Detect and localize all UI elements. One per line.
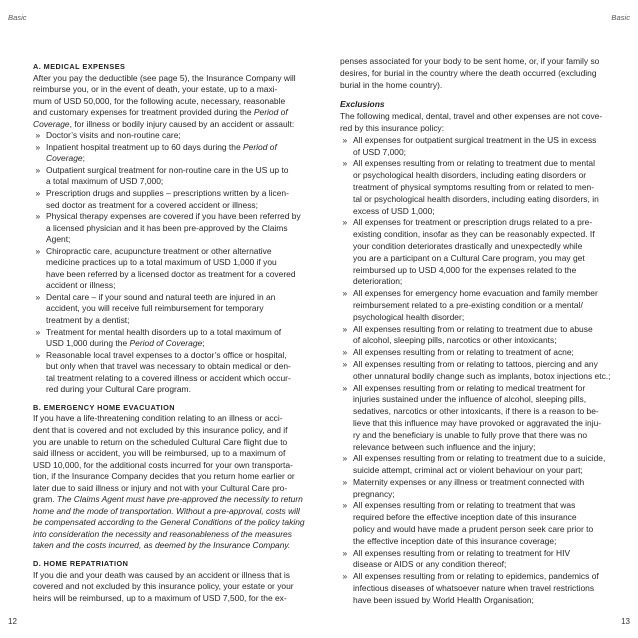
bullet-item	[340, 135, 612, 159]
text-line: you are unable to return on the scheduled Cultural Care flight due to	[33, 436, 288, 447]
paragraph	[33, 73, 305, 131]
running-head-right: Basic	[611, 13, 630, 22]
text-line: Prescription drugs and supplies – prescriptions written by a licen-	[46, 188, 289, 199]
page-number-right: 13	[621, 617, 630, 626]
page-number-left: 12	[8, 617, 17, 626]
bullet-text	[353, 383, 612, 454]
text-line: have been issued by World Health Organisation;	[353, 594, 534, 605]
bullet-marker: »	[35, 291, 41, 302]
section-heading: B. EMERGENCY HOME EVACUATION	[33, 402, 175, 412]
bullet-item	[33, 292, 305, 327]
text-line: USD 10,000, for the additional costs incurred for your own transporta-	[33, 459, 293, 470]
text-line: tion, if the Insurance Company decides that you return home earlier or	[33, 471, 295, 482]
text-line: medicine practices up to a total maximum of USD 1,000 if you	[46, 257, 277, 268]
bullet-text	[353, 359, 612, 383]
text-line: sedatives, narcotics or other intoxicants, if there is a reason to be-	[353, 406, 599, 417]
bullet-marker: »	[342, 453, 348, 464]
bullet-item	[340, 548, 612, 572]
bullet-text	[46, 188, 305, 211]
text-line: accident, you will receive full reimbursement for temporary	[46, 303, 264, 314]
text-line: a total maximum of USD 7,000;	[46, 176, 164, 187]
text-line: of USD 7,000;	[353, 146, 406, 157]
bullet-item	[340, 359, 612, 383]
bullet-marker: »	[35, 211, 41, 222]
bullet-item	[340, 571, 612, 606]
text-line: All expenses for treatment or prescription drugs related to a pre-	[353, 217, 593, 228]
bullet-marker: »	[35, 326, 41, 337]
text-line: required before the effective inception date of this insurance	[353, 512, 577, 523]
bullet-marker: »	[342, 547, 348, 558]
text-line: other unnatural bodily change such as implants, botox injections etc.;	[353, 370, 611, 381]
bullet-item	[33, 327, 305, 350]
bullet-marker: »	[35, 164, 41, 175]
text-line: dent that is covered and not excluded by this insurance policy, and if	[33, 424, 288, 435]
text-line: Maternity expenses or any illness or treatment connected with	[353, 476, 585, 487]
bullet-text	[353, 135, 612, 159]
bullet-marker: »	[342, 217, 348, 228]
bullet-marker: »	[342, 288, 348, 299]
text-line: After you pay the deductible (see page 5), the Insurance Company will	[33, 72, 296, 83]
text-line: accident or illness;	[46, 280, 116, 291]
text-line: you are a participant on a Cultural Care program, you may get	[353, 252, 585, 263]
bullet-marker: »	[342, 323, 348, 334]
text-run: ;	[202, 338, 205, 349]
text-line	[33, 517, 305, 529]
bullet-marker: »	[342, 500, 348, 511]
italic-text-run: Period of	[253, 107, 288, 118]
text-line: The following medical, dental, travel and other expenses are not cove-	[340, 111, 603, 122]
text-line: desires, for burial in the country where the death occurred (excluding	[340, 67, 597, 78]
bullet-marker: »	[342, 571, 348, 582]
text-line: Outpatient surgical treatment for non-routine care in the US up to	[46, 164, 289, 175]
text-line: injuries sustained under the influence of alcohol, sleeping pills,	[353, 394, 587, 405]
bullet-item	[340, 324, 612, 348]
section-heading: A. MEDICAL EXPENSES	[33, 62, 126, 71]
text-line: said illness or accident, you will be reimbursed, up to a maximum of	[33, 448, 286, 459]
bullet-text	[353, 217, 612, 288]
text-line: burial in the home country).	[340, 79, 443, 90]
text-line: All expenses resulting from or relating to epidemics, pandemics of	[353, 571, 599, 582]
text-line: the effective inception date of this insurance coverage;	[353, 535, 557, 546]
paragraph	[33, 413, 305, 552]
text-line: heirs will be reimbursed, up to a maximum of USD 7,500, for the ex-	[33, 592, 287, 603]
text-line: red during your Cultural Care program.	[46, 384, 191, 395]
bullet-marker: »	[342, 158, 348, 169]
bullet-item	[340, 288, 612, 323]
bullet-item	[33, 246, 305, 292]
paragraph	[340, 111, 612, 135]
text-line: Reasonable local travel expenses to a doctor’s office or hospital,	[46, 349, 287, 360]
text-line: All expenses for outpatient surgical treatment in the US in excess	[353, 134, 597, 145]
paragraph	[340, 56, 612, 91]
text-line: disease or AIDS or any condition thereof;	[353, 559, 507, 570]
text-line: treatment by a dentist;	[46, 315, 130, 326]
bullet-text	[353, 500, 612, 547]
text-line: excess of USD 1,000;	[353, 205, 435, 216]
italic-text-run: Coverage	[46, 153, 83, 164]
text-line: reimbursement related to a pre-existing condition or a mental/	[353, 299, 583, 310]
section-subheading: Exclusions	[340, 99, 385, 110]
bullet-marker: »	[342, 476, 348, 487]
bullet-marker: »	[342, 382, 348, 393]
bullet-text	[353, 158, 612, 217]
text-run: , for illness or bodily injury caused by an accident or assault:	[69, 118, 295, 129]
text-line: suicide attempt, criminal act or violent behaviour on your part;	[353, 465, 583, 476]
text-line: Dental care – if your sound and natural teeth are injured in an	[46, 291, 276, 302]
text-line: red by this insurance policy:	[340, 122, 445, 133]
text-line	[33, 540, 305, 552]
bullet-item	[33, 130, 305, 142]
bullet-item	[340, 500, 612, 547]
bullet-item	[33, 350, 305, 396]
text-line: sed doctor as treatment for a covered accident or illness;	[46, 199, 258, 210]
bullet-marker: »	[342, 134, 348, 145]
bullet-text	[46, 165, 305, 188]
bullet-marker: »	[35, 141, 41, 152]
text-line: All expenses resulting from or relating to treatment that was	[353, 500, 576, 511]
bullet-text	[353, 347, 612, 359]
text-line: lieve that this influence may have provoked or aggravated the inju-	[353, 417, 602, 428]
text-line: All expenses for emergency home evacuation and family member	[353, 288, 598, 299]
bullet-text	[46, 292, 305, 327]
text-line: later due to said illness or injury and not with your Cultural Care pro-	[33, 482, 288, 493]
text-line: a licensed physician and it has been pre-approved by the Claims	[46, 222, 288, 233]
text-line: Chiropractic care, acupuncture treatment or other alternative	[46, 245, 272, 256]
text-run: Inpatient hospital treatment up to 60 days during the	[46, 141, 244, 152]
bullet-item	[340, 477, 612, 501]
bullet-text	[353, 548, 612, 572]
text-line: infectious diseases of whatsoever nature when travel restrictions	[353, 583, 595, 594]
text-line: All expenses resulting from or relating to medical treatment for	[353, 382, 586, 393]
text-line: If you die and your death was caused by an accident or illness that is	[33, 569, 291, 580]
text-line	[33, 529, 305, 541]
bullet-marker: »	[342, 358, 348, 369]
bullet-marker: »	[35, 349, 41, 360]
text-line: your condition deteriorates drastically and unexpectedly while	[353, 240, 583, 251]
text-line: deterioration;	[353, 276, 403, 287]
text-line: reimbursed up to USD 4,000 for the expenses related to the	[353, 264, 577, 275]
text-line: of alcohol, sleeping pills, narcotics or other intoxicants;	[353, 335, 557, 346]
text-line: or psychological health disorders, including eating disorders or	[353, 170, 587, 181]
text-line: Agent;	[46, 234, 71, 245]
text-line: Physical therapy expenses are covered if you have been referred by	[46, 211, 301, 222]
text-line: If you have a life-threatening condition relating to an illness or acci-	[33, 413, 283, 424]
bullet-text	[353, 288, 612, 323]
text-line: All expenses resulting from or relating to treatment of acne;	[353, 347, 574, 358]
bullet-text	[353, 453, 612, 477]
paragraph	[33, 570, 305, 605]
text-run: and customary expenses for treatment provided during the	[33, 107, 254, 118]
text-line: psychological health disorder;	[353, 311, 465, 322]
text-line: existing condition, insofar as they can be reasonably expected. If	[353, 229, 595, 240]
bullet-item	[33, 142, 305, 165]
text-line	[33, 494, 305, 506]
text-line	[46, 142, 305, 154]
section-heading: D. HOME REPATRIATION	[33, 558, 129, 568]
text-line: relevance between such influence and the injury;	[353, 441, 536, 452]
bullet-text	[353, 477, 612, 501]
text-line	[33, 107, 305, 119]
text-line: Doctor’s visits and non-routine care;	[46, 130, 181, 141]
text-line: have been referred by a licensed doctor as treatment for a covered	[46, 268, 296, 279]
text-line	[33, 506, 305, 518]
bullet-item	[340, 158, 612, 217]
text-line	[46, 338, 305, 350]
italic-text-run: taken and the costs incurred, as deemed by the Insurance Company.	[33, 540, 291, 551]
text-line: All expenses resulting from or relating to treatment due to abuse	[353, 323, 593, 334]
italic-text-run: Coverage	[33, 118, 70, 129]
text-run: ;	[82, 153, 85, 164]
text-line	[33, 119, 305, 131]
text-run: gram.	[33, 494, 57, 505]
bullet-item	[340, 453, 612, 477]
bullet-text	[46, 327, 305, 350]
italic-text-run: Period of Coverage	[129, 338, 203, 349]
text-line: covered and not excluded by this insurance policy, your estate or your	[33, 581, 294, 592]
text-line	[46, 153, 305, 165]
bullet-text	[353, 571, 612, 606]
text-line: pregnancy;	[353, 488, 395, 499]
italic-text-run: be compensated according to the General Conditions of the policy taking	[33, 517, 305, 528]
left-page-body	[33, 61, 305, 604]
running-head-left: Basic	[8, 13, 27, 22]
bullet-text	[353, 324, 612, 348]
text-line: policy and would have made a prudent person seek care prior to	[353, 524, 594, 535]
italic-text-run: The Claims Agent must have pre-approved the necessity to return	[56, 494, 303, 505]
text-line: ry and the beneficiary is unable to fully prove that there was no	[353, 429, 588, 440]
italic-text-run: into consideration the necessity and reasonableness of the measures	[33, 528, 292, 539]
bullet-marker: »	[35, 130, 41, 141]
bullet-item	[33, 188, 305, 211]
text-line: All expenses resulting from or relating to tattoos, piercing and any	[353, 358, 598, 369]
bullet-text	[46, 130, 305, 142]
bullet-text	[46, 142, 305, 165]
text-run: USD 1,000 during the	[46, 338, 130, 349]
bullet-item	[33, 165, 305, 188]
text-line: All expenses resulting from or relating to treatment due to a suicide,	[353, 453, 606, 464]
text-line: treatment of physical symptoms resulting from or related to men-	[353, 181, 595, 192]
bullet-marker: »	[35, 245, 41, 256]
text-line: tal or psychological health disorders, including eating disorders, in	[353, 193, 599, 204]
bullet-marker: »	[342, 347, 348, 358]
bullet-item	[340, 383, 612, 454]
right-page-body	[340, 56, 612, 607]
bullet-text	[46, 350, 305, 396]
bullet-item	[340, 347, 612, 359]
bullet-marker: »	[35, 188, 41, 199]
bullet-item	[33, 211, 305, 246]
text-line: mum of USD 50,000, for the following acute, necessary, reasonable	[33, 95, 286, 106]
text-line: All expenses resulting from or relating to treatment for HIV	[353, 547, 571, 558]
bullet-text	[46, 211, 305, 246]
italic-text-run: Period of	[243, 141, 277, 152]
bullet-text	[46, 246, 305, 292]
text-line: reimburse you, or in the event of death, your estate, up to a maxi-	[33, 84, 278, 95]
text-line: tal treatment relating to a covered illness or accident which occur-	[46, 372, 291, 383]
bullet-item	[340, 217, 612, 288]
italic-text-run: home and the mode of transportation. Without a pre-approval, costs will	[33, 505, 300, 516]
text-line: but only when that travel was necessary to obtain medical or den-	[46, 361, 291, 372]
text-line: Treatment for mental health disorders up to a total maximum of	[46, 326, 282, 337]
text-line: All expenses resulting from or relating to treatment due to mental	[353, 158, 595, 169]
text-line: penses associated for your body to be sent home, or, if your family so	[340, 56, 600, 66]
